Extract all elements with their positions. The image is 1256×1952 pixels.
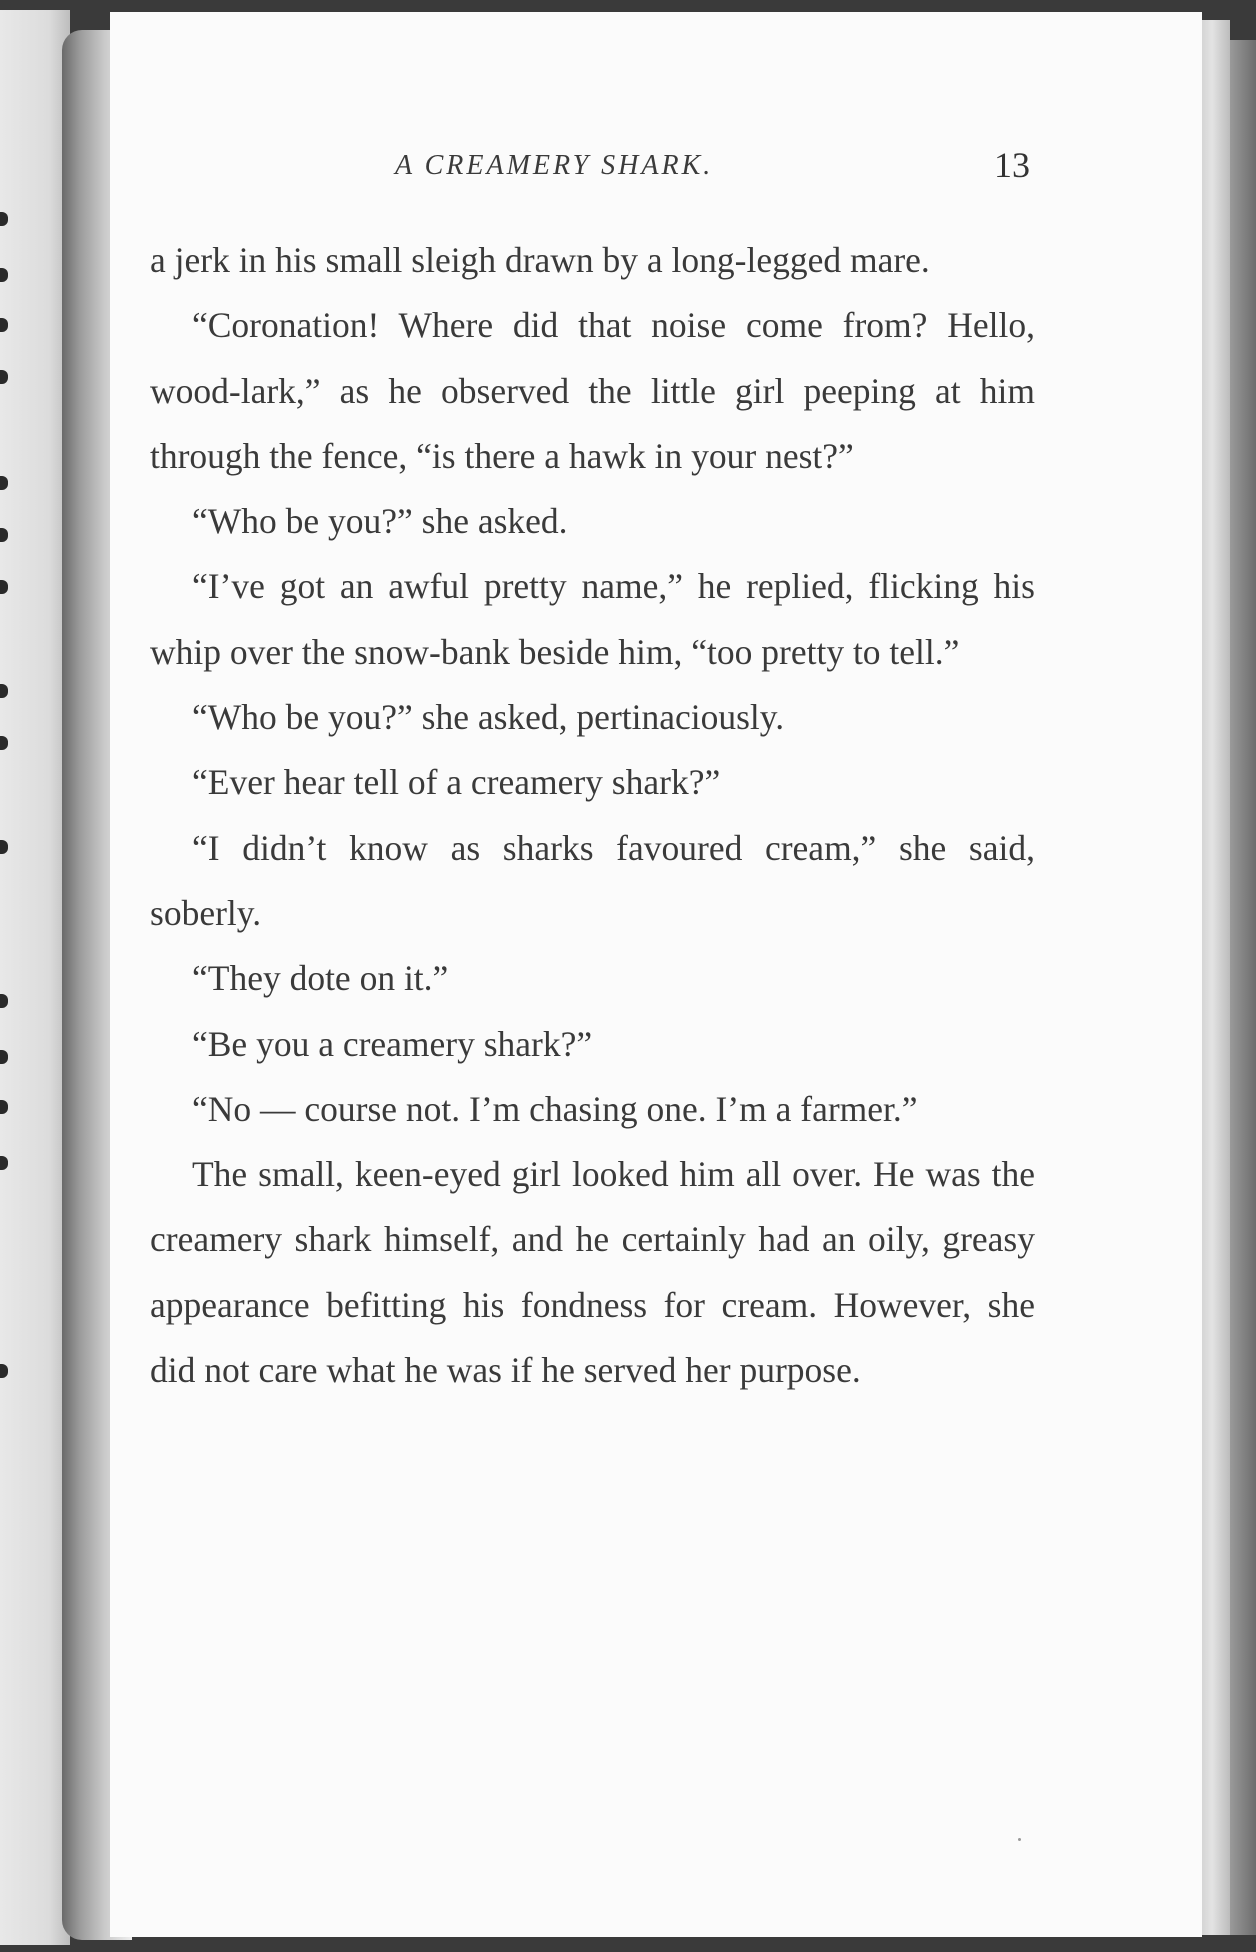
paragraph: “Coronation! Where did that noise come from? Hello, wood-lark,” as he observed the little girl peeping at him through the fence, “is there a hawk in your nest?” <box>150 305 1035 476</box>
left-page-letter-fragment <box>0 476 8 490</box>
paragraph: “Be you a creamery shark?” <box>192 1023 593 1064</box>
paragraph: “Who be you?” she asked. <box>192 501 568 542</box>
paper-speck <box>1018 1838 1021 1841</box>
left-page-letter-fragment <box>0 370 8 384</box>
left-page-letter-fragment <box>0 212 8 226</box>
running-head <box>150 145 1030 194</box>
paragraph: “I’ve got an awful pretty name,” he replied, flicking his whip over the snow-bank beside him, “too pretty to tell.” <box>150 566 1035 672</box>
book-cover-edge <box>1230 40 1256 1935</box>
left-page-letter-fragment <box>0 1156 8 1170</box>
paragraph: “I didn’t know as sharks favoured cream,” she said, soberly. <box>150 827 1035 933</box>
page-stack-edge <box>1200 20 1230 1935</box>
running-title: A CREAMERY SHARK. <box>395 150 714 181</box>
left-page-letter-fragment <box>0 736 8 750</box>
left-page-letter-fragment <box>0 268 8 282</box>
paragraph: a jerk in his small sleigh drawn by a long-legged mare. <box>150 240 930 280</box>
left-page-letter-fragment <box>0 528 8 542</box>
left-page-letter-fragment <box>0 1364 8 1378</box>
paragraph: “Who be you?” she asked, pertinaciously. <box>192 697 785 738</box>
left-page-edge <box>0 10 70 1945</box>
left-page-letter-fragment <box>0 1050 8 1064</box>
page-number: 13 <box>994 145 1030 185</box>
paragraph: “Ever hear tell of a creamery shark?” <box>192 762 721 803</box>
paragraph: “No — course not. I’m chasing one. I’m a farmer.” <box>192 1088 918 1129</box>
left-page-letter-fragment <box>0 1100 8 1114</box>
left-page-letter-fragment <box>0 840 8 854</box>
left-page-letter-fragment <box>0 684 8 698</box>
left-page-letter-fragment <box>0 318 8 332</box>
paragraph: The small, keen-eyed girl looked him all over. He was the creamery shark himself, and he certainly had an oily, greasy appearance befitting his fondness for cream. However, she did not care what he was if he served her purpose. <box>150 1154 1035 1391</box>
left-page-letter-fragment <box>0 580 8 594</box>
paragraph: “They dote on it.” <box>192 958 449 999</box>
body-text <box>150 228 1035 1403</box>
left-page-letter-fragment <box>0 994 8 1008</box>
